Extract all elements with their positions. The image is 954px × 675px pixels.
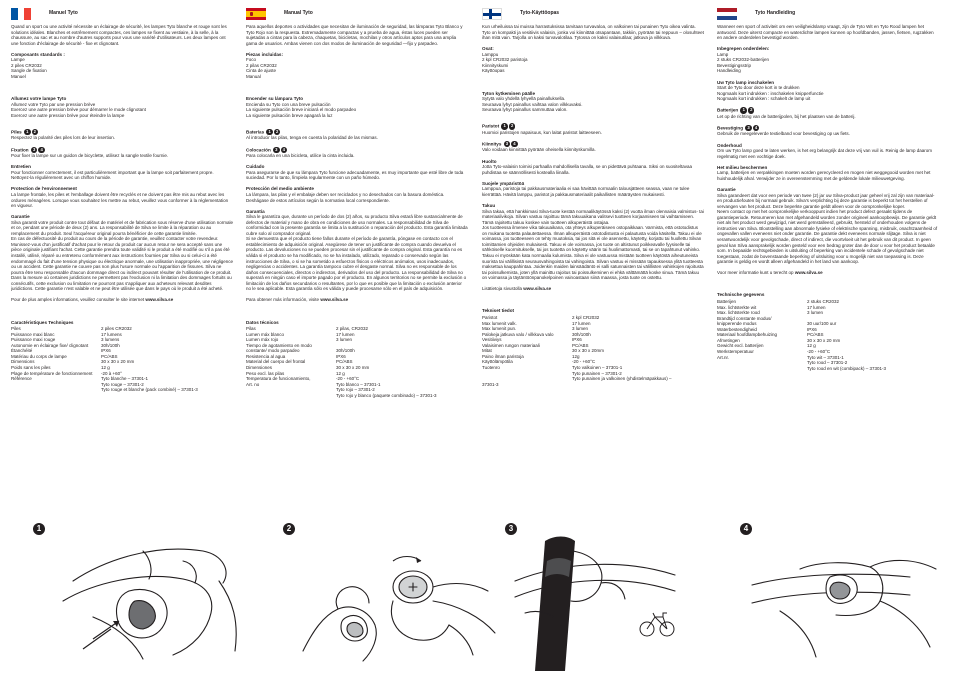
fi-component: Lamppu <box>482 51 499 57</box>
spec-row: 37301-3 <box>482 381 499 387</box>
step-2-illustration <box>283 521 519 671</box>
es-url-link[interactable]: www.silva.se <box>320 297 349 303</box>
numbered-circle-icon: 2 <box>274 129 281 136</box>
spanish-title: Manual Tyto <box>284 9 313 16</box>
fi-piles-text: Huomioi paristojen napaisuus, kun laitat paristot laitteeseen. <box>482 129 602 135</box>
nl-spec-table <box>717 299 939 371</box>
numbered-circle-icon: 1 <box>24 129 31 136</box>
nl-component: Handleiding <box>717 68 741 74</box>
es-components-title: Piezas incluidas: <box>246 51 284 57</box>
spec-row: Tuotenro Tyto valkoinen – 37301-1 <box>482 364 623 370</box>
spec-row: Vesitiiviys IPX6 <box>482 337 582 343</box>
numbered-circle-icon: 4 <box>38 147 45 154</box>
spec-row: Poids sans les piles 12 g <box>11 364 110 370</box>
es-fixation-title: Colocación <box>246 147 271 152</box>
numbered-circle-icon: 2 <box>748 107 755 114</box>
nl-env-title: Het milieu beschermen <box>717 164 768 170</box>
numbered-circle-icon: 3 <box>745 125 752 132</box>
es-use-step: La siguiente pulsación breve apagará la luz <box>246 112 333 118</box>
finnish-title: Tyto-Käyttöopas <box>520 9 560 16</box>
nl-fixation-text: Gebruik de meegeleverde textielband voor bevestiging op uw fiets. <box>717 131 850 137</box>
nl-component: Lamp <box>717 51 729 57</box>
fr-spec-table <box>11 326 233 393</box>
fr-entretien-title: Entretien <box>11 164 31 170</box>
es-use-step: La siguiente pulsación breve iniciará el modo parpadeo <box>246 107 357 113</box>
step-number-badge: 1 <box>33 523 45 535</box>
pressing-button-illustration <box>33 521 269 671</box>
nl-url-link[interactable]: www.silva.se <box>794 270 823 276</box>
spec-row: Brandtijd constante modus/ <box>717 315 772 321</box>
handlebar-mount-illustration <box>505 521 741 671</box>
fi-component: Käyttöopas <box>482 68 505 74</box>
dutch-flag-icon <box>717 8 737 20</box>
french-title: Manuel Tyto <box>49 9 78 16</box>
fi-entretien-text: Jotta Tyto-valaisin toimisi parhaalla mahdollisella tavalla, se on pidettävä puhtaana. Siksi on suositeltavaa puhdistaa se säännöllisesti kostealla liinalla. <box>482 164 693 175</box>
es-component: Foco <box>246 57 257 63</box>
fi-use-step: Sytytä valo yhdellä lyhyellä painalluksella. <box>482 96 566 102</box>
spanish-flag-icon <box>246 8 266 20</box>
spec-row: Max. lichtsterkte rood 3 lumen <box>717 310 824 316</box>
spec-row: Materiaal hoofdlampbehuizing PC/ABS <box>717 332 824 338</box>
numbered-circle-icon: 2 <box>32 129 39 136</box>
fi-entretien-title: Huolto <box>482 158 497 164</box>
spec-row: Gewicht excl. batterijen 12 g <box>717 343 816 349</box>
instruction-illustrations <box>0 521 954 675</box>
step-number-badge: 4 <box>740 523 752 535</box>
spec-row: Peso excl. las pilas 12 g <box>246 370 345 376</box>
spec-row: Max lumenit pun. 3 lumen <box>482 326 589 332</box>
numbered-circle-icon: 3 <box>504 141 511 148</box>
fr-use-step: Exercez une autre pression brève pour éteindre la lampe <box>11 112 125 118</box>
fi-garantie-title: Takuu <box>482 203 496 209</box>
step-number-badge: 3 <box>505 523 517 535</box>
spec-row: Tyto rojo y blanco (paquete combinado) – 37301-3 <box>336 392 437 398</box>
es-piles-title: Baterías <box>246 129 265 135</box>
spec-row: Tyto rood en wit (combipack) – 37301-3 <box>807 365 887 371</box>
nl-fixation-title: Bevestiging <box>717 125 744 131</box>
fr-use-title: Allumez votre lampe Tyto <box>11 96 67 102</box>
nl-entretien-title: Onderhoud <box>717 142 742 148</box>
spec-row: Tyto punainen ja valkoinen (yhdistelmäpakkaus) – <box>572 376 672 382</box>
nl-garantie-text: Silva garandeert dat voor een periode van twee (2) jar uw Silva-product jaar geheel vrij zal zijn van materiaal- en productiefouten bij normaal gebruik. Silva's verplichting bij deze garantie is beperkt tot het herstellen of vervangen van het product. Deze beperkte garantie geldt alleen voor de oorspronkelijke koper. Neem contact op met het oorspronkelijke verkooppunt indien het product defect geraakt tijdens de garantieperiode. Retourneren kan met afgehandeld worden zonder origineel aankoopbewijs. De garantie geldt niet als het product werd gewijzigd, niet werd geïnstalleerd, gebruikt, hersteld of onderhouden volgens de instructies van Silva. Blootstelling aan abnormale fysieke of elektrische spanning, misbruik, onachtzaamheid of ongevallen vallen eveneens niet onder garantie. De garantie dekt eveneens normale slijtage. Silva is niet verantwoordelijk voor gevolgschade, direct of indirect, die voortvloeit uit het gebruik van dit product. In geen geval kan Silva aansprakelijk worden gesteld voor een bedrag groter dan de door u voor het product betaalde som. In bepaalde rechtsgebieden is uitsluiting of beperking van incidentele schade of gevolgschade niet toegestaan, zodat de bovenstaande beperking of uitsluiting voor u mogelijk niet van toepassing is. Deze garantie is geldig en wordt alleen afgehandeld in het land van aankoop. <box>717 192 938 265</box>
numbered-circle-icon: 1 <box>740 107 747 114</box>
nl-intro: Wanneer een sport of activiteit om een veiligheidslamp vraagt, zijn de Tyto Wit en Tyto Rood lampen het antwoord. Deze uiterst compacte en waterdichte lampen kunnen op hoofdbanden, jassen, fietsen, rugzakken en andere onderdelen bevestigd worden. <box>717 24 934 41</box>
es-intro: Para aquellos deportes o actividades que necesitan de iluminación de seguridad, las lámparas Tyto Blanco y Tyto Rojo son la respuesta. Extremadamente compactas y a prueba de agua, éstas luces pueden ser sujetadas a cintas para la cabeza, chaquetas, bicicletas, mochilas y otros artículos aptos para una amplia gama de usuarios. Ambas vienen con dos modos de iluminación de seguridad —fijo y parpadeo. <box>246 24 463 46</box>
spec-row: Pilas 2 pilas, CR2032 <box>246 326 369 332</box>
es-entretien-text: Para asegurarse de que su lámpara Tyto funcione adecuadamente, es muy importante que esté libre de toda suciedad. Por lo tanto, límpiela regularmente con un paño húmedo. <box>246 169 464 181</box>
spec-row: Tyto rouge – 37301-2 <box>101 381 144 387</box>
es-fixation-text: Para colocarla en una bicicleta, utilice la cinta incluida. <box>246 153 355 159</box>
es-component: Manual <box>246 73 261 79</box>
spec-row: Art.nr. Tyto wit – 37301-1 <box>717 354 844 360</box>
finnish-section <box>482 7 704 487</box>
es-garantie-title: Garantía <box>246 208 265 214</box>
spec-row: Waterbestendigheid IPX6 <box>717 326 817 332</box>
fi-garantie-text: Silva takaa, että hankkimasi Silva-tuote kestää normaalikäytössä kaksi (2) vuotta ilman olennaisia valmistus- tai materiaalivikoja. Silvan vastuu rajoittuu tämä takuuaikana valitsevi tuotteen korjaamiseen tai vaihtamiseen. Tämä rajoitettu takuu koskee vain tuotteen alkuperäistä ostajaa. Jos tuotteessa ilmenee vika takuuaikana, ota yhteys alkuperäiseen ostopaikkaan. Varmista, että ostotodistus on mukana tuotetta palautettaessa. Ilman alkuperäistä ostotodistusta ei palautusta voida käsitellä. Takuu ei ole voimassa, jos tuotteeseen on tehty muutoksia, tai jos sitä ei ole asennettu, käytetty, korjattu tai huollettu Silvan toimittamien ohjeiden mukaisesti. Takuu ei ole voimassa, jos tuote on altistunut poikkeavalle fyysiselle tai sähköiselle kuormitukselle, tai jos tuotetta on käytetty väärin tai huolimattomasti, tai se on tapahtunut vahinko. Takuu ei myöskään kata normaalia kulumista. Silva ei ole vastuussa mistään tuotteen käytöstä aiheutuneista suorista tai välillisistä seurausvahingoista tai vahingoista. Silvan vastuu ei missään tapauksessa ylitä tuotteesta maksettua kauppahintaa. Joidenkin maiden lainsäädäntö ei salli satunnaisten tai välillisten vahinkojen rajoitusta tai poissulkemista, joten yllä mainittu rajoitus tai poissulkeminen ei ehkä välttämättä koske sinua. Tämä takuu on voimassa ja täytäntöönpanokelpoinen vainoastaan siinä maassa, josta tuote on ostettu. <box>482 208 704 281</box>
spec-row: Tyto rouge et blanche (pack combiné) – 37301-3 <box>101 387 198 393</box>
spec-row: Autonomie en éclairage fixe/ clignotant 30h/100h <box>11 342 120 348</box>
spec-row: Plage de température de fonctionnement -20 à +60° <box>11 370 122 376</box>
nl-use-step: Nogmaals kort indrukken : inschakelen knipperfunctie <box>717 90 824 96</box>
numbered-circle-icon: 4 <box>511 141 518 148</box>
fi-spec-table <box>482 315 704 387</box>
strap-tightening-illustration <box>740 521 954 671</box>
bicycle-icon <box>640 613 674 636</box>
spec-row: Werkstemperatuur -20 - +60°C <box>717 348 831 354</box>
fr-piles-text: Respectez la polarité des piles lors de leur insertion. <box>11 135 116 141</box>
spec-row: Tyto rood – 37301-2 <box>807 360 848 366</box>
fi-fixation-title: Kiinnitys <box>482 141 502 147</box>
fr-entretien-text: Pour fonctionner correctement, il est particulièrement important que la lampe soit parfaitement propre. Nettoyez-la régulièrement avec un chiffon humide. <box>11 169 214 181</box>
numbered-circle-icon: 3 <box>31 147 38 154</box>
es-spec-title: Datos técnicos <box>246 319 279 325</box>
numbered-circle-icon: 1 <box>501 123 508 130</box>
fr-components-title: Composants standards : <box>11 51 65 57</box>
fr-garantie-title: Garantie <box>11 214 30 220</box>
spec-row: constante/ modo parpadeo 30h/100h <box>246 348 355 354</box>
spec-row: Paristot 2 kpl CR2032 <box>482 315 600 321</box>
french-flag-icon <box>11 8 31 20</box>
numbered-circle-icon: 4 <box>753 125 760 132</box>
step-number-badge: 2 <box>283 523 295 535</box>
spec-row: Käyttölämpötila -20 - +60°C <box>482 359 596 365</box>
fr-spec-title: Caractéristiques Techniques <box>11 319 74 325</box>
fi-components-title: Osat: <box>482 46 494 52</box>
fr-fixation-text: Pour fixer la lampe sur un guidon de bicyclette, utilisez la sangle textile fournie. <box>11 153 169 159</box>
nl-components-title: Inbegrepen onderdelen: <box>717 46 770 52</box>
dutch-header <box>717 7 939 20</box>
es-component: Cinta de ajuste <box>246 68 277 74</box>
french-section <box>11 7 233 487</box>
nl-entretien-text: Om uw Tyto lamp goed te laten werken, is het erg belangrijk dat deze vrij van vuil is. Reinig de lamp daarom regelmatig met een vochtige doek. <box>717 148 933 159</box>
spec-row: Mitat 30 x 30 x 20mm <box>482 348 605 354</box>
nl-component: Bevestigingsstrip <box>717 62 752 68</box>
fr-component: Sangle de fixation <box>11 68 47 74</box>
fr-garantie-text: Silva garantit votre produit contre tout défaut de matériel et de fabrication sous réserve d'une utilisation normale et ce, pendant une période de deux (2) ans. La responsabilité de Silva se limite à la réparation ou au remplacement du produit. Seul l'acquéreur original pourra bénéficier de cette garantie limitée. En cas de défectuosité du produit au cours de la période de garantie, veuillez contacter votre revendeur. Munissez-vous d'un justificatif d'achat pour le retour du produit car aucun retour ne sera accepté sans une pièce originale justifiant l'achat. Cette garantie prendra toute validité si le produit a été modifié ou s'il a pas été installé, utilisé, réparé ou entretenu conformément aux instructions fournies par Silva ou si celui-ci a été endommagé du fait d'une tension physique ou électrique anormale, une utilisation inappropriée, une négligence ou un accident. Cette garantie ne couvre pas non plus l'usure normale ou l'apparition de fissures. Silva ne pourra être tenu responsable d'aucun dommage direct ou indirect pouvant résulter de l'utilisation de ce produit. Dans la mesure où certaines juridictions ne permettent pas l'exclusion ni la limitation des dommages fortuits ou consécutifs, cette exclusion ou limitation ne pourront pas s'appliquer aux acheteurs relevant desdites juridictions. Cette garantie n'est valable et ne peut être utilisée que dans le pays où le produit a été acheté. <box>11 219 233 292</box>
spanish-section <box>246 7 468 487</box>
step-4-illustration <box>740 521 954 671</box>
es-env-text: La lámpara, las pilas y el embalaje deben ser reciclados y no desechados con la basura doméstica. Deshágase de estos artículos según la normativa local correspondiente. <box>246 191 445 203</box>
fi-fixation-text: Valo voidaan kiinnittää pyörään oheisella kiinnityskumilla. <box>482 147 596 153</box>
es-use-title: Encender su lámpara Tyto <box>246 96 304 102</box>
fr-piles-title: Piles <box>11 129 22 135</box>
fi-use-step: Seuraava lyhyt painallus sammuttaa valon. <box>482 107 568 113</box>
spec-row: Material del cuerpo del frontal PC/ABS <box>246 359 353 365</box>
fi-env-title: Suojele ympäristöä <box>482 180 525 186</box>
nl-env-text: Lamp, batterijen en verpakkingen moeten worden gerecycleerd en mogen niet weggegooid worden met het huishoudelijk afval. Verwijder ze in overeenstemming met de geldende lokale milieuwetgeving. <box>717 170 931 181</box>
fr-intro: Quand un sport ou une activité nécessite un éclairage de sécurité, les lampes Tyto blanche et rouge sont les solutions idéales. Blanches et extrêmement compactes, ces lampes se fixent au vestiaire, à la selle, à la chaussure, au sac et au nombre d'autres supports pour vous une variété d'utilisateurs. Les deux lampes ont une fonction d'éclairage de sécurité - fixe et clignotant. <box>11 24 227 46</box>
step-1-illustration <box>33 521 269 671</box>
es-component: 2 pilas CR2032 <box>246 62 277 68</box>
fi-component: 2 kpl CR2032 paristoja <box>482 57 528 63</box>
step-3-illustration <box>505 521 741 671</box>
nl-more-info: Voor meer informatie kunt u terecht op <box>717 270 794 276</box>
fi-use-title: Tyton kytkeminen päälle <box>482 90 536 96</box>
spec-row: Référence Tyto blanche – 37301-1 <box>11 376 149 382</box>
fi-url-link[interactable]: www.silva.se <box>523 286 552 292</box>
nl-spec-title: Technische gegevens <box>717 292 765 298</box>
spec-row: knipperende modus 30 uur/100 uur <box>717 321 837 327</box>
finnish-header <box>482 7 704 20</box>
fr-fixation-title: Fixation <box>11 147 29 152</box>
spec-row: Afmetingen 30 x 30 x 20 mm <box>717 337 841 343</box>
es-use-step: Encienda su Tyto con una breve pulsación <box>246 101 331 107</box>
spec-row: Paino ilman paristoja 12g <box>482 353 580 359</box>
spec-row: Tyto rojo – 37301-2 <box>336 387 375 393</box>
nl-use-step: Start de Tyto door deze kort in te drukken <box>717 85 800 91</box>
spec-row: Max lumenit valk. 17 lumen <box>482 320 591 326</box>
fr-component: Lampe <box>11 57 25 63</box>
spec-row: Lumen máx blanco 17 lumen <box>246 331 355 337</box>
fi-intro: Kun urheiluissa tai muissa harrastuksissa tarvitaan turvavaloa, on valkoinen tai punainen Tyto oikea valinta. Tyto on kompakti ja vesitiivis valaisin, jonka voi kiinnittää otsapantaan, takkiin, pyörään tai reppuun – olosuhteet ihan mitä vain. Tarjolla on kaksi turvavalotilaa. Tytossa on kaksi valaisutilaa; jatkuva ja vilkkuva. <box>482 24 704 41</box>
fr-component: Manuel <box>11 73 26 79</box>
french-header <box>11 7 233 20</box>
numbered-circle-icon: 3 <box>273 147 280 154</box>
numbered-circle-icon: 4 <box>281 147 288 154</box>
nl-piles-title: Batterijen <box>717 107 739 113</box>
spec-row: Tiempo de agotamiento en modo <box>246 342 312 348</box>
finnish-flag-icon <box>482 8 502 20</box>
nl-component: 2 stuks CR2032-batterijen <box>717 57 770 63</box>
fi-use-step: Seuraava lyhyt painallus vaihtaa valon vilkkuvaksi. <box>482 101 583 107</box>
spec-row: Temperatura de funcionamiento, -20 - +60°C <box>246 376 360 382</box>
fr-env-text: La lampe frontale, les piles et l'emballage doivent être recyclés et ne doivent pas être mis au rebut avec les ordures ménagères. Lorsque vous souhaitez les mettre au rebut, veuillez vous conformer à la réglementation en vigueur. <box>11 191 229 209</box>
battery-insertion-illustration <box>283 521 519 671</box>
nl-garantie-title: Garantie <box>717 187 736 193</box>
spec-row: Dimensions 30 x 30 x 20 mm <box>11 359 135 365</box>
spec-row: Palokeja jatkuva valo / vilkkuva valo 30h/100h <box>482 331 591 337</box>
fi-component: Kiinnityskumi <box>482 62 509 68</box>
fi-piles-title: Paristot <box>482 123 500 129</box>
fi-more-info: Lisätietoja sivustolla <box>482 286 523 292</box>
spec-row: Lumen máx rojo 3 lumen <box>246 337 353 343</box>
spec-row: Max. lichtsterkte wit 17 lumen <box>717 304 826 310</box>
spec-row: Puissance maxi rouge 3 lumens <box>11 337 120 343</box>
es-piles-text: Al introducir las pilas, tenga en cuenta la polaridad de las mismas. <box>246 135 378 141</box>
dutch-section <box>717 7 939 487</box>
dutch-title: Tyto Handleiding <box>755 9 796 16</box>
es-more-info: Para obtener más información, visite <box>246 297 320 303</box>
es-spec-table <box>246 326 468 398</box>
spec-row: Dimensiones 30 x 30 x 20 mm <box>246 364 370 370</box>
numbered-circle-icon: 2 <box>509 123 516 130</box>
fr-use-step: Exercez une autre pression brève pour démarrer le mode clignotant <box>11 107 146 113</box>
spec-row: Piles 2 piles CR2032 <box>11 326 132 332</box>
nl-use-title: Uw Tyto lamp inschakelen <box>717 79 775 85</box>
es-garantie-text: Silva le garantiza que, durante un período de dos (2) años, su producto Silva estará libre sustancialmente de defectos de material y mano de obra en condiciones de uso normales. La responsabilidad de Silva de conformidad con la presente garantía se limita a la sustitución o reparación del producto. Esta garantía limitada cubre solo al comprador original. Si se demuestra que el producto tiene fallos durante el período de garantía, póngase en contacto con el establecimiento de adquisición original. Asegúrese de tener un justificante de compra cuando devuelva el producto. Las devoluciones no se pueden procesar sin el justificante de compra original. Esta garantía no es válida si el producto se ha modificado, no se ha instalado, utilizado, reparado o conservado según las instrucciones de Silva, o si se ha sometido a esfuerzos físicos o eléctricos anómalos, usos inadecuados, negligencias o accidentes. La garantía tampoco cubre el desgaste normal. Silva no es responsable de los daños consecuenciales, directos o indirectos, derivados del uso del producto. La responsabilidad de Silva no superará en ningún caso el importe pagado por el producto. En algunos territorios no se permite la exclusión o limitación de los daños secundarios o resultantes, por lo que es posible que la limitación o exclusión anterior no le sea aplicable. Esta garantía sólo es válida y puede procesarse sólo en el país de adquisición. <box>246 214 468 292</box>
es-entretien-title: Cuidado <box>246 164 265 170</box>
spec-row: Tyto punainen – 37301-2 <box>572 370 622 376</box>
nl-use-step: Nogmaals kort indrukken : schakelt de lamp uit <box>717 96 811 102</box>
nl-piles-text: Let op de richting van de batterijpolen, bij het plaatsen van de batterij. <box>717 113 856 119</box>
fi-env-text: Lamppua, paristoja tai pakkausmateriaalia ei saa hävittää normaalin talousjätteen seassa, vaan ne tulee kierrättää. Hävitä lamppu, paristot ja pakkausmateriaalit paikallisten määräysten mukaisesti. <box>482 186 690 197</box>
spec-row: Matériau du corps de lampe PC/ABS <box>11 353 118 359</box>
fr-more-info: Pour de plus amples informations, veuillez consulter le site internet <box>11 297 145 303</box>
fr-env-title: Protection de l'environnement <box>11 186 77 192</box>
spec-row: Étanchéité IPX6 <box>11 348 111 354</box>
fr-url-link[interactable]: www.silva.se <box>145 297 174 303</box>
fi-spec-title: Tekniset tiedot <box>482 308 515 314</box>
es-env-title: Protección del medio ambiente <box>246 186 314 192</box>
fr-component: 2 piles CR2032 <box>11 62 42 68</box>
spec-row: Art. no Tyto blanco – 37301-1 <box>246 381 381 387</box>
spec-row: Batterijen 2 stuks CR2032 <box>717 299 840 305</box>
spanish-header <box>246 7 468 20</box>
fr-use-step: Allumez votre Tyto par une pression brève <box>11 101 96 107</box>
spec-row: Valaisimen rungon materiaali PC/ABS <box>482 342 589 348</box>
spec-row: Resistencia al agua IPX6 <box>246 353 346 359</box>
numbered-circle-icon: 1 <box>266 129 273 136</box>
spec-row: Puissance maxi blanc 17 lumens <box>11 331 122 337</box>
